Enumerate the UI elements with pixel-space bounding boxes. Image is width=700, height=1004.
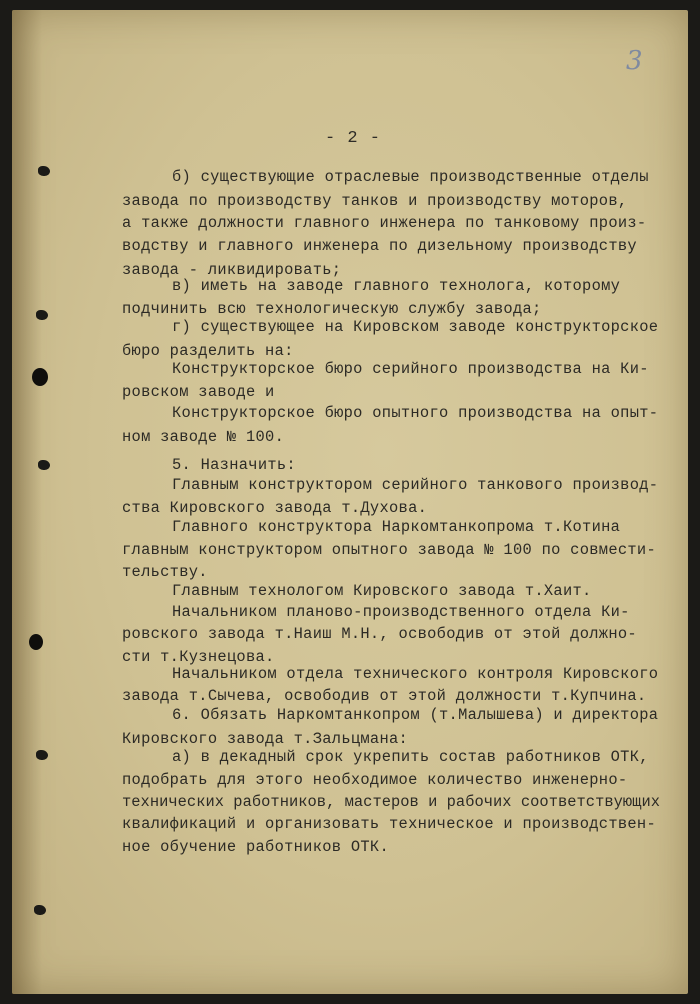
- text-line: 5. Назначить:: [172, 456, 296, 474]
- text-line: Начальником планово-производственного отдела Ки-: [172, 603, 630, 621]
- text-line: завода - ликвидировать;: [122, 261, 342, 279]
- text-line: квалификаций и организовать техническое и производствен-: [122, 815, 657, 833]
- text-line: тельству.: [122, 563, 208, 581]
- text-line: Главного конструктора Наркомтанкопрома т.Котина: [172, 518, 621, 536]
- text-line: ства Кировского завода т.Духова.: [122, 499, 428, 517]
- text-line: сти т.Кузнецова.: [122, 648, 275, 666]
- edge-tear: [36, 750, 48, 760]
- text-line: бюро разделить на:: [122, 342, 294, 360]
- text-line: Главным технологом Кировского завода т.Хаит.: [172, 582, 592, 600]
- text-line: водству и главного инженера по дизельному производству: [122, 237, 637, 255]
- text-line: Главным конструктором серийного танкового производ-: [172, 476, 659, 494]
- text-line: завода по производству танков и производству моторов,: [122, 192, 628, 210]
- text-line: технических работников, мастеров и рабочих соответствующих: [122, 793, 661, 811]
- text-line: Начальником отдела технического контроля Кировского: [172, 665, 659, 683]
- text-line: 6. Обязать Наркомтанкопром (т.Малышева) и директора: [172, 706, 659, 724]
- text-line: ровском заводе и: [122, 383, 275, 401]
- text-line: б) существующие отраслевые производственные отделы: [172, 168, 649, 186]
- text-line: ровского завода т.Наиш М.Н., освободив от этой должно-: [122, 625, 637, 643]
- text-line: подобрать для этого необходимое количество инженерно-: [122, 771, 628, 789]
- text-line: подчинить всю технологическую службу завода;: [122, 300, 542, 318]
- text-line: а) в декадный срок укрепить состав работников ОТК,: [172, 748, 649, 766]
- punch-hole: [29, 634, 43, 650]
- handwritten-page-number: 3: [626, 46, 643, 76]
- edge-tear: [38, 166, 50, 176]
- text-line: ном заводе № 100.: [122, 428, 285, 446]
- text-line: а также должности главного инженера по танковому произ-: [122, 214, 647, 232]
- text-line: ное обучение работников ОТК.: [122, 838, 390, 856]
- text-line: Конструкторское бюро серийного производства на Ки-: [172, 360, 649, 378]
- punch-hole: [32, 368, 48, 386]
- page-header: - 2 -: [325, 129, 382, 148]
- text-line: г) существующее на Кировском заводе конструкторское: [172, 318, 659, 336]
- text-line: завода т.Сычева, освободив от этой должности т.Купчина.: [122, 687, 647, 705]
- edge-tear: [36, 310, 48, 320]
- text-line: главным конструктором опытного завода № 100 по совмести-: [122, 541, 657, 559]
- edge-tear: [34, 905, 46, 915]
- text-line: в) иметь на заводе главного технолога, которому: [172, 277, 621, 295]
- text-line: Конструкторское бюро опытного производства на опыт-: [172, 404, 659, 422]
- edge-tear: [38, 460, 50, 470]
- text-line: Кировского завода т.Зальцмана:: [122, 730, 409, 748]
